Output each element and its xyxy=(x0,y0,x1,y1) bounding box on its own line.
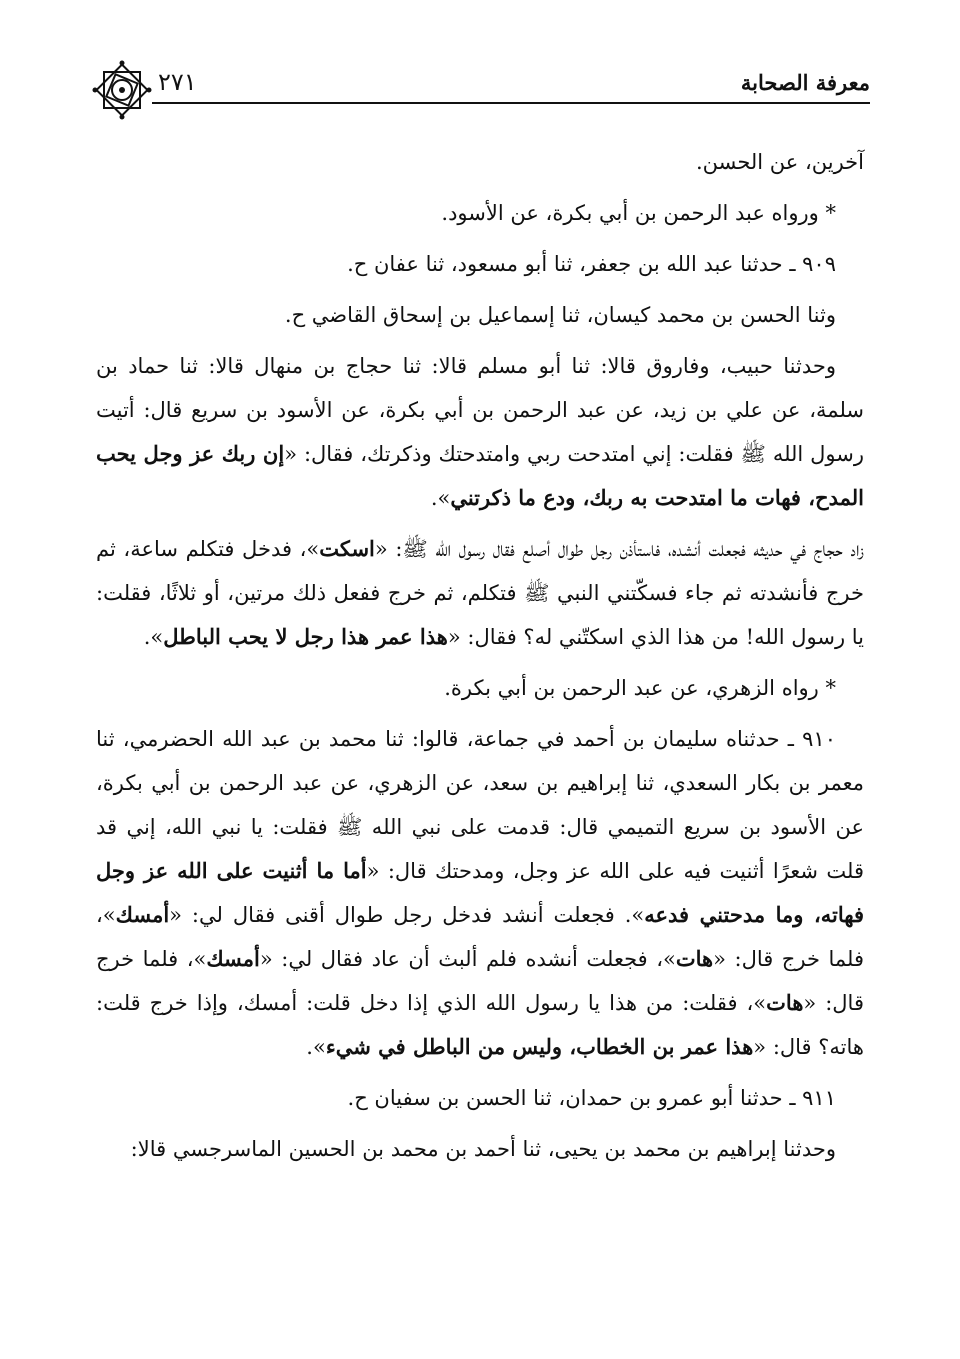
text-run: »، فقلت: من هذا يا رسول الله الذي إذا دخل قلت: أمسك، وإذا خرج قلت: هاته؟ قال: « xyxy=(96,991,864,1059)
paragraph: ٩١١ ـ حدثنا أبو عمرو بن حمدان، ثنا الحسن بن سفيان ح. xyxy=(347,1086,836,1110)
paragraph: * رواه الزهري، عن عبد الرحمن بن أبي بكرة. xyxy=(444,676,836,700)
main-text xyxy=(96,140,864,1178)
hadith-quote: أمسك xyxy=(115,902,170,927)
text-run: ». xyxy=(306,1035,326,1059)
book-title: معرفة الصحابة xyxy=(740,70,870,95)
hadith-quote: هذا عمر بن الخطاب، وليس من الباطل في شيء xyxy=(325,1034,754,1059)
page-number: ٢٧١ xyxy=(158,68,197,96)
header-divider xyxy=(152,102,870,104)
page-header xyxy=(90,62,870,118)
hadith-quote: اسكت xyxy=(319,536,375,561)
text-run: »، فدخل فتكلم ساعة، ثم خرج فأنشدته ثم جاء فسكّتني النبي ﷺ فتكلم، ثم خرج ففعل ذلك مرتين، أو ثلاثًا، فقلت: يا رسول الله! من هذا الذي اسكتّني له؟ فقال: « xyxy=(96,537,864,649)
text-run: زاد حجاج في حديثه فجعلت أنشده، فاستأذن رجل طوال أصلع فقال رسول الله ﷺ: « xyxy=(374,537,864,561)
text-run: وحدثنا حبيب، وفاروق قالا: ثنا أبو مسلم قالا: ثنا حجاج بن منهال قالا: ثنا حماد بن سلمة، عن علي بن زيد، عن عبد الرحمن بن أبي بكرة، عن الأسود بن سريع قال: أتيت رسول الله ﷺ فقلت: إني امتدحت ربي وامتدحتك وذكرتك، فقال: « xyxy=(96,354,864,466)
paragraph: ٩٠٩ ـ حدثنا عبد الله بن جعفر، ثنا أبو مسعود، ثنا عفان ح. xyxy=(347,252,836,276)
star-ornament-icon xyxy=(90,58,154,122)
hadith-quote: هات xyxy=(766,990,804,1015)
hadith-quote: أما ما أثنيت على الله عز وجل فهاته، وما مدحتني فدعه xyxy=(96,858,865,927)
text-run: ». xyxy=(430,486,451,510)
hadith-quote: أمسك xyxy=(206,946,260,971)
paragraph: آخرين، عن الحسن. xyxy=(695,150,864,174)
paragraph: وحدثنا إبراهيم بن محمد بن يحيى، ثنا أحمد بن محمد بن الحسين الماسرجسي قالا: xyxy=(130,1137,836,1161)
hadith-quote: إن ربك عز وجل يحب المدح، فهات ما امتدحت به ربك، ودع ما ذكرتني xyxy=(96,441,864,510)
paragraph xyxy=(96,527,864,659)
hadith-quote: هات xyxy=(675,946,714,971)
hadith-quote: هذا عمر هذا رجل لا يحب الباطل xyxy=(163,624,448,649)
paragraph: * ورواه عبد الرحمن بن أبي بكرة، عن الأسود. xyxy=(441,201,836,225)
paragraph xyxy=(96,717,864,1069)
text-run: ٩١٠ ـ حدثناه سليمان بن أحمد في جماعة، قالوا: ثنا محمد بن عبد الله الحضرمي، ثنا معمر بن بكار السعدي، ثنا إبراهيم بن سعد، عن الزهري، عن عبد الرحمن بن أبي بكرة، عن الأسود بن سريع التميمي قال: قدمت على نبي الله ﷺ فقلت: يا نبي الله، إني قد قلت شعرًا أثنيت فيه على الله عز وجل، ومدحتك قال: « xyxy=(96,727,864,883)
paragraph xyxy=(96,344,864,520)
text-run: ». xyxy=(143,625,164,649)
text-run: »، فجعلت أنشده فلم ألبث أن عاد فقال لي: « xyxy=(259,947,676,971)
text-run: »، فلما خرج قال: « xyxy=(96,947,864,1015)
paragraph: وثنا الحسن بن محمد كيسان، ثنا إسماعيل بن إسحاق القاضي ح. xyxy=(284,303,836,327)
text-run: »، فلما خرج قال: « xyxy=(96,903,864,971)
text-run: ». فجعلت أنشد فدخل رجل طوال أقنى فقال لي: « xyxy=(169,903,645,927)
